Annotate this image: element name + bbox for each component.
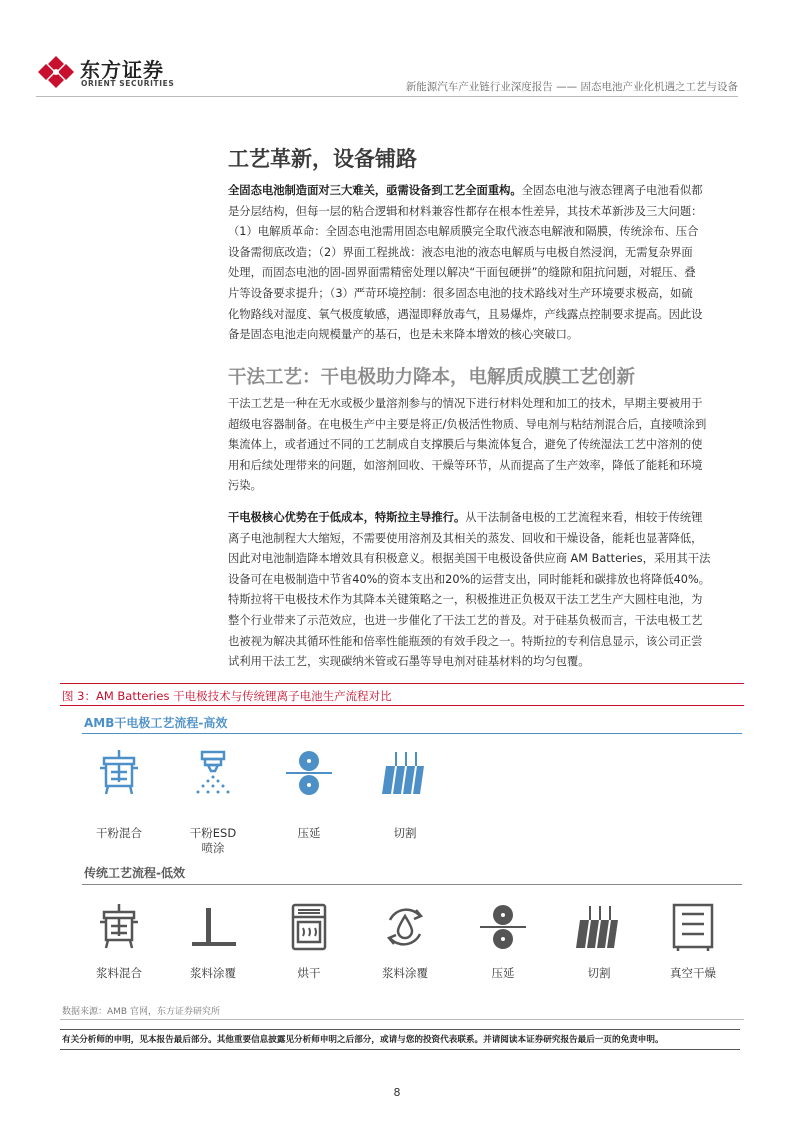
figure-source: 数据来源：AMB 官网，东方证券研究所 bbox=[62, 1007, 220, 1017]
spray-nozzle-icon bbox=[188, 748, 238, 798]
section2-lead-bold: 干电极核心优势在于低成本，特斯拉主导推行。 bbox=[228, 511, 466, 524]
figure-title: 图 3：AM Batteries 干电极技术与传统锂离子电池生产流程对比 bbox=[62, 689, 392, 703]
mixer-icon bbox=[94, 902, 144, 952]
oven-icon bbox=[284, 902, 334, 952]
traditional-step-label: 压延 bbox=[491, 966, 515, 980]
section1-paragraph: 全固态电池制造面对三大难关，亟需设备到工艺全面重构。全固态电池与液态锂离子电池看似都 是分层结构，但每一层的粘合逻辑和材料兼容性都存在根本性差异，其技术革新涉及三大问题： （1）电解质革命：全固态电池需用固态电解质膜完全取代液态电解液和隔膜，传统涂布、压合 设备需彻底改造；（2）界面工程挑战：液态电池的液态电解质与电极自然浸润，无需复杂界面 处理，而固态电池的固-固界面需精密处理以解决“干面包硬拼”的缝隙和阻抗问题，对辊压、叠 片等设备要求提升；（3）严苛环境控制：很多固态电池的技术路线对生产环境要求极高，如硫 化物路线对湿度、氧气极度敏感，遇湿即释放毒气，且易爆炸，产线露点控制要求提高。因此设 备是固态电池走向规模量产的基石，也是未来降本增效的核心突破口。 bbox=[228, 181, 740, 346]
traditional-step-label: 烘干 bbox=[297, 966, 321, 980]
amb-step-label: 切割 bbox=[393, 826, 417, 840]
report-title: 新能源汽车产业链行业深度报告 —— 固态电池产业化机遇之工艺与设备 bbox=[405, 81, 738, 93]
section-heading-process-innovation: 工艺革新，设备铺路 bbox=[228, 147, 417, 171]
vacuum-dryer-icon bbox=[668, 902, 718, 952]
figure-top-rule bbox=[60, 683, 744, 684]
section-heading-dry-process: 干法工艺：干电极助力降本，电解质成膜工艺创新 bbox=[228, 367, 636, 388]
traditional-step-label: 切割 bbox=[587, 966, 611, 980]
amb-step-label: 压延 bbox=[297, 826, 321, 840]
amb-process-label: AMB干电极工艺流程-高效 bbox=[84, 716, 228, 730]
traditional-step-label: 浆料涂覆 bbox=[190, 966, 236, 980]
figure-title-rule bbox=[60, 705, 744, 706]
amb-step-label: 干粉ESD 喷涂 bbox=[189, 826, 237, 855]
slitting-icon bbox=[380, 748, 430, 798]
amb-section-rule bbox=[82, 733, 742, 734]
section1-line-1: 全固态电池制造面对三大难关，亟需设备到工艺全面重构。全固态电池与液态锂离子电池看似都 bbox=[228, 184, 703, 197]
logo-text-cn: 东方证券 bbox=[80, 58, 164, 82]
mixer-icon bbox=[94, 748, 144, 798]
footer-top-rule bbox=[60, 1029, 740, 1030]
traditional-step-label: 浆料混合 bbox=[96, 966, 142, 980]
amb-step-label: 干粉混合 bbox=[96, 826, 142, 840]
analyst-disclaimer: 有关分析师的申明，见本报告最后部分。其他重要信息披露见分析师申明之后部分，或请与您的投资代表联系。并请阅读本证券研究报告最后一页的免责申明。 bbox=[62, 1035, 664, 1045]
orient-securities-logo-icon bbox=[36, 56, 76, 88]
section2-paragraph-2: 干电极核心优势在于低成本，特斯拉主导推行。从干法制备电极的工艺流程来看，相较于传统锂 离子电池制程大大缩短，不需要使用溶剂及其相关的蒸发、回收和干燥设备，能耗也显著降低， 因此对电池制造降本增效具有积极意义。根据美国干电极设备供应商 AM Batteries，采用其干法 设备可在电极制造中节省40%的资本支出和20%的运营支出，同时能耗和碳排放也将降低40%。 特斯拉将干电极技术作为其降本关键策略之一，积极推进正负极双干法工艺生产大圆柱电池，为 整个行业带来了示范效应，也进一步催化了干法工艺的普及。对于硅基负极而言，干法电极工艺 也被视为解决其循环性能和倍率性能瓶颈的有效手段之一。特斯拉的专利信息显示，该公司正尝 试利用干法工艺，实现碳纳米管或石墨等导电剂对硅基材料的均匀包覆。 bbox=[228, 511, 711, 669]
traditional-step-label: 浆料涂覆 bbox=[382, 966, 428, 980]
calender-rollers-icon bbox=[478, 902, 528, 952]
traditional-section-rule bbox=[82, 884, 742, 885]
recycle-drop-icon bbox=[380, 902, 430, 952]
logo-text-en: ORIENT SECURITIES bbox=[81, 79, 175, 88]
figure-bottom-rule bbox=[60, 1019, 744, 1020]
traditional-process-label: 传统工艺流程-低效 bbox=[84, 866, 185, 880]
coater-icon bbox=[188, 902, 238, 952]
traditional-step-label: 真空干燥 bbox=[670, 966, 716, 980]
section1-lead-bold: 全固态电池制造面对三大难关，亟需设备到工艺全面重构。 bbox=[228, 184, 522, 197]
slitting-icon bbox=[574, 902, 624, 952]
footer-bottom-rule bbox=[60, 1049, 740, 1050]
section2-paragraph-1: 干法工艺是一种在无水或极少量溶剂参与的情况下进行材料处理和加工的技术，早期主要被用于 超级电容器制备。在电极生产中主要是将正/负极活性物质、导电剂与粘结剂混合后，直接喷涂到 集流体上，或者通过不同的工艺制成自支撑膜后与集流体复合，避免了传统湿法工艺中溶剂的使 用和后续处理带来的问题，如溶剂回收、干燥等环节，从而提高了生产效率，降低了能耗和环境 污染。 bbox=[228, 397, 707, 493]
page-number: 8 bbox=[393, 1086, 401, 1099]
calender-rollers-icon bbox=[284, 748, 334, 798]
header-divider bbox=[36, 96, 738, 97]
